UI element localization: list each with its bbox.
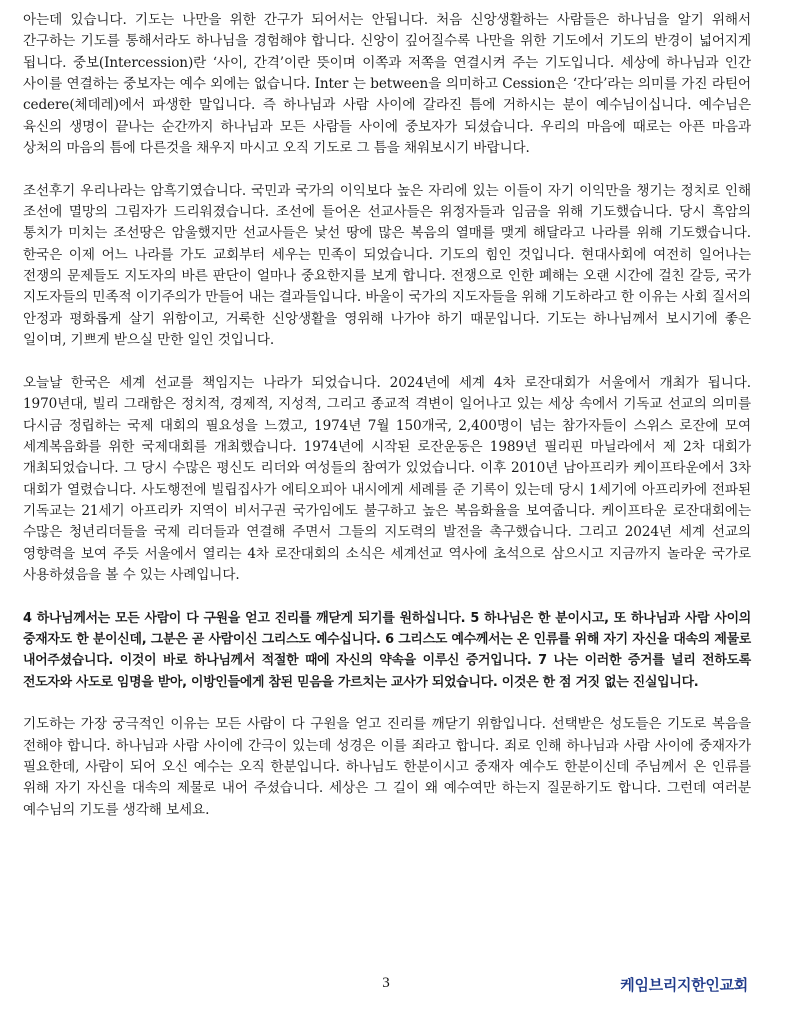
paragraph-spacer bbox=[23, 352, 751, 373]
church-name: 케임브리지한인교회 bbox=[620, 976, 748, 994]
paragraph-spacer bbox=[23, 586, 751, 607]
paragraph-spacer bbox=[23, 159, 751, 180]
paragraph-spacer bbox=[23, 693, 751, 714]
paragraph-ultimate-reason: 기도하는 가장 궁극적인 이유는 모든 사람이 다 구원을 얻고 진리를 깨닫기 위함입니다. 선택받은 성도들은 기도로 복음을 전해야 합니다. 하나님과 사람 사이에 간극이 있는데 성경은 이를 죄라고 합니다. 죄로 인해 하나님과 사람 사이에 중재자가 필요한데, 사람이 되어 오신 예수는 오직 한분입니다. 하나님도 한분이시고 중재자 예수도 한분이신데 주님께서 온 인류를 위해 자기 자신을 대속의 제물로 내어 주셨습니다. 세상은 그 길이 왜 예수여만 하는지 질문하기도 합니다. 그런데 여러분 예수님의 기도를 생각해 보세요. bbox=[23, 716, 751, 818]
paragraph-lausanne: 오늘날 한국은 세계 선교를 책임지는 나라가 되었습니다. 2024년에 세계 4차 로잔대회가 서울에서 개최가 됩니다. 1970년대, 빌리 그래함은 정치적, 경제적, 지성적, 그리고 종교적 격변이 일어나고 있는 세상 속에서 기독교 선교의 의미를 다시금 정립하는 국제 대회의 필요성을 느꼈고, 1974년 7월 150개국, 2,400명이 넘는 참가자들이 스위스 로잔에 모여 세계복음화를 위한 국제대회를 개최했습니다. 1974년에 시작된 로잔운동은 1989년 필리핀 마닐라에서 제 2차 대회가 개최되었습니다. 그 당시 수많은 평신도 리더와 여성들의 참여가 있었습니다. 이후 2010년 남아프리카 케이프타운에서 3차 대회가 열렸습니다. 사도행전에 빌립집사가 에티오피아 내시에게 세례를 준 기록이 있는데 당시 1세기에 아프리카에 전파된 기독교는 21세기 아프리카 지역이 비서구권 국가임에도 불구하고 높은 복음화율을 보여줍니다. 케이프타운 로잔대회에는 수많은 청년리더들을 국제 리더들과 연결해 주면서 그들의 지도력의 발전을 촉구했습니다. 그리고 2024년 세계 선교의 영향력을 보여 주듯 서울에서 열리는 4차 로잔대회의 소식은 세계선교 역사에 초석으로 삼으시고 지금까지 놀라운 국가로 사용하셨음을 볼 수 있는 사례입니다. bbox=[23, 374, 751, 583]
page-body bbox=[23, 10, 751, 821]
page-number: 3 bbox=[382, 975, 390, 991]
paragraph-intercession: 아는데 있습니다. 기도는 나만을 위한 간구가 되어서는 안됩니다. 처음 신앙생활하는 사람들은 하나님을 알기 위해서 간구하는 기도를 통해서라도 하나님을 경험해야 합니다. 신앙이 깊어질수록 나만을 위한 기도에서 기도의 반경이 넓어지게 됩니다. 중보(Intercession)란 ‘사이, 간격’이란 뜻이며 이쪽과 저쪽을 연결시켜 주는 기도입니다. 세상에 하나님과 인간 사이를 연결하는 중보자는 예수 외에는 없습니다. Inter 는 between을 의미하고 Cession은 ‘간다’라는 의미를 가진 라틴어 cedere(체데레)에서 파생한 말입니다. 즉 하나님과 사람 사이에 갈라진 틈에 거하시는 분이 예수님이십니다. 예수님은 육신의 생명이 끝나는 순간까지 하나님과 모든 사람들 사이에 중보자가 되셨습니다. 우리의 마음에 때로는 아픈 마음과 상처의 마음의 틈에 다른것을 채우지 마시고 오직 기도로 그 틈을 채워보시기 바랍니다. bbox=[23, 12, 751, 157]
paragraph-joseon-prayer: 조선후기 우리나라는 암흑기였습니다. 국민과 국가의 이익보다 높은 자리에 있는 이들이 자기 이익만을 챙기는 정치로 인해 조선에 멸망의 그림자가 드리워졌습니다. 조선에 들어온 선교사들은 위정자들과 임금을 위해 기도했습니다. 당시 흑암의 통치가 미치는 조선땅은 암울했지만 선교사들은 낯선 땅에 많은 복음의 열매를 맺게 해달라고 나라를 위해 기도했습니다. 한국은 이제 어느 나라를 가도 교회부터 세우는 민족이 되었습니다. 기도의 힘인 것입니다. 현대사회에 여전히 일어나는 전쟁의 문제들도 지도자의 바른 판단이 얼마나 중요한지를 보게 합니다. 전쟁으로 인한 폐해는 오랜 시간에 걸친 갈등, 국가 지도자들의 민족적 이기주의가 만들어 내는 결과들입니다. 바울이 국가의 지도자들을 위해 기도하라고 한 이유는 사회 질서의 안정과 평화롭게 살기 위함이고, 거룩한 신앙생활을 영위해 나가야 하기 때문입니다. 기도는 하나님께서 보시기에 좋은 일이며, 기쁘게 받으실 만한 일인 것입니다. bbox=[23, 182, 751, 349]
scripture-passage: 4 하나님께서는 모든 사람이 다 구원을 얻고 진리를 깨닫게 되기를 원하십니다. 5 하나님은 한 분이시고, 또 하나님과 사람 사이의 중재자도 한 분이신데, 그분은 곧 사람이신 그리스도 예수십니다. 6 그리스도 예수께서는 온 인류를 위해 자기 자신을 대속의 제물로 내어주셨습니다. 이것이 바로 하나님께서 적절한 때에 자신의 약속을 이루신 증거입니다. 7 나는 이러한 증거를 널리 전하도록 전도자와 사도로 임명을 받아, 이방인들에게 참된 믿음을 가르치는 교사가 되었습니다. 이것은 한 점 거짓 없는 진실입니다. bbox=[23, 610, 751, 690]
